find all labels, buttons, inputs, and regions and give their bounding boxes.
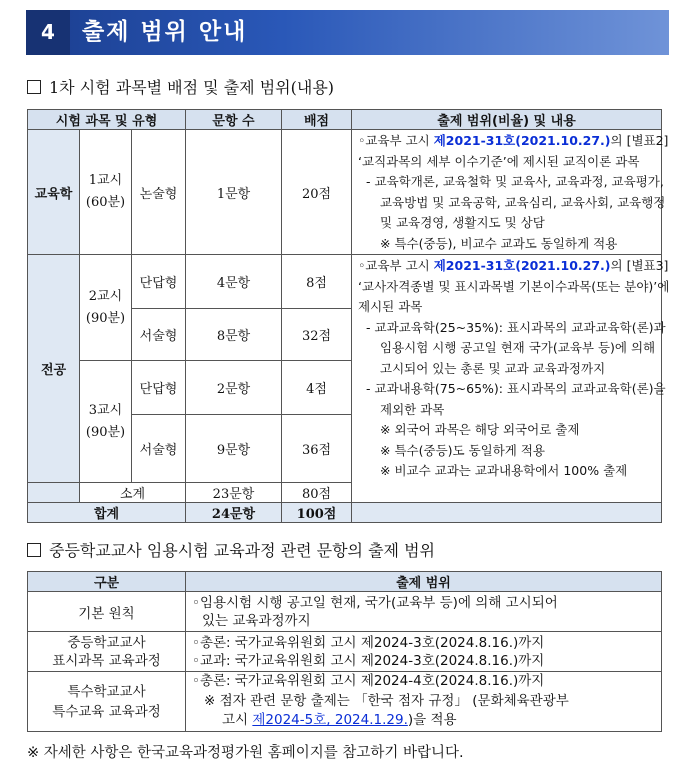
footnote: ※ 자세한 사항은 한국교육과정평가원 홈페이지를 참고하기 바랍니다. xyxy=(27,745,464,761)
subtotal-label: 소계 xyxy=(80,483,186,503)
period-1: 1교시 (60분) xyxy=(80,130,132,255)
header-count: 문항 수 xyxy=(186,110,282,130)
total-count: 24문항 xyxy=(186,503,282,523)
curriculum-scope-table xyxy=(27,571,662,732)
header-curriculum-scope: 출제 범위 xyxy=(186,572,662,592)
subject-major: 전공 xyxy=(28,255,80,483)
total-spacer xyxy=(352,503,662,523)
header-score: 배점 xyxy=(282,110,352,130)
score-cell: 20점 xyxy=(282,130,352,255)
secondary-curriculum-text: ◦총론: 국가교육위원회 고시 제2024-3호(2024.8.16.)까지 ◦교과: 국가교육위원회 고시 제2024-3호(2024.8.16.)까지 xyxy=(186,632,662,672)
special-curriculum-text: ◦총론: 국가교육위원회 고시 제2024-4호(2024.8.16.)까지 ※ 점자 관련 문항 출제는 「한국 점자 규정」 (문화체육관광부 고시 제2024-5호, 2024.1.29.)을 적용 xyxy=(186,672,662,732)
exam-scope-table xyxy=(27,109,670,523)
period-3: 3교시 (90분) xyxy=(80,361,132,483)
subtotal-count: 23문항 xyxy=(186,483,282,503)
subtotal-spacer xyxy=(28,483,80,503)
period-2: 2교시 (90분) xyxy=(80,255,132,361)
section-number: 4 xyxy=(26,10,70,55)
count-cell: 2문항 xyxy=(186,361,282,415)
score-cell: 32점 xyxy=(282,309,352,361)
count-cell: 1문항 xyxy=(186,130,282,255)
score-cell: 8점 xyxy=(282,255,352,309)
score-cell: 36점 xyxy=(282,415,352,483)
major-scope-description: ◦교육부 고시 제2021-31호(2021.10.27.)의 [별표3] ‘교사자격종별 및 표시과목별 기본이수과목(또는 분야)’에 제시된 과목 - 교과교육학(25~35%): 표시과목의 교과교육학(론)과 임용시험 시행 공고일 현재 국가(교육부 등)에 의해 고시되어 있는 총론 및 교과 교육과정까지 - 교과내용학(75~65%): 표시과목의 교과교육학(론)을 제외한 과목 ※ 외국어 과목은 해당 외국어로 출제 ※ 특수(중등)도 동일하게 적용 ※ 비교수 교과는 교과내용학에서 100% 출제 xyxy=(352,255,662,503)
score-cell: 4점 xyxy=(282,361,352,415)
type-descriptive: 서술형 xyxy=(132,309,186,361)
notice-link: 제2024-5호, 2024.1.29. xyxy=(252,712,408,729)
section-header-bar xyxy=(26,10,669,55)
total-label: 합계 xyxy=(28,503,186,523)
subtotal-score: 80점 xyxy=(282,483,352,503)
education-scope-description: ◦교육부 고시 제2021-31호(2021.10.27.)의 [별표2] ‘교직과목의 세부 이수기준’에 제시된 교직이론 과목 - 교육학개론, 교육철학 및 교육사, 교육과정, 교육평가, 교육방법 및 교육공학, 교육심리, 교육사회, 교육행정 및 교육경영, 생활지도 및 상담 ※ 특수(중등), 비교수 교과도 동일하게 적용 xyxy=(352,130,662,255)
subject-education: 교육학 xyxy=(28,130,80,255)
total-score: 100점 xyxy=(282,503,352,523)
checkbox-square-icon xyxy=(27,543,41,557)
type-descriptive: 서술형 xyxy=(132,415,186,483)
type-short-answer: 단답형 xyxy=(132,255,186,309)
row-label-secondary: 중등학교교사 표시과목 교육과정 xyxy=(28,632,186,672)
section-title: 출제 범위 안내 xyxy=(82,19,248,45)
header-subject: 시험 과목 및 유형 xyxy=(28,110,186,130)
checkbox-square-icon xyxy=(27,80,41,94)
header-scope: 출제 범위(비율) 및 내용 xyxy=(352,110,662,130)
count-cell: 8문항 xyxy=(186,309,282,361)
subsection-title-1: 1차 시험 과목별 배점 및 출제 범위(내용) xyxy=(27,75,334,98)
type-short-answer: 단답형 xyxy=(132,361,186,415)
row-label-special: 특수학교교사 특수교육 교육과정 xyxy=(28,672,186,732)
type-essay: 논술형 xyxy=(132,130,186,255)
header-category: 구분 xyxy=(28,572,186,592)
row-label-basic: 기본 원칙 xyxy=(28,592,186,632)
basic-principle-text: ◦임용시험 시행 공고일 현재, 국가(교육부 등)에 의해 고시되어 있는 교육과정까지 xyxy=(186,592,662,632)
subsection-title-2: 중등학교교사 임용시험 교육과정 관련 문항의 출제 범위 xyxy=(27,538,435,561)
count-cell: 4문항 xyxy=(186,255,282,309)
count-cell: 9문항 xyxy=(186,415,282,483)
